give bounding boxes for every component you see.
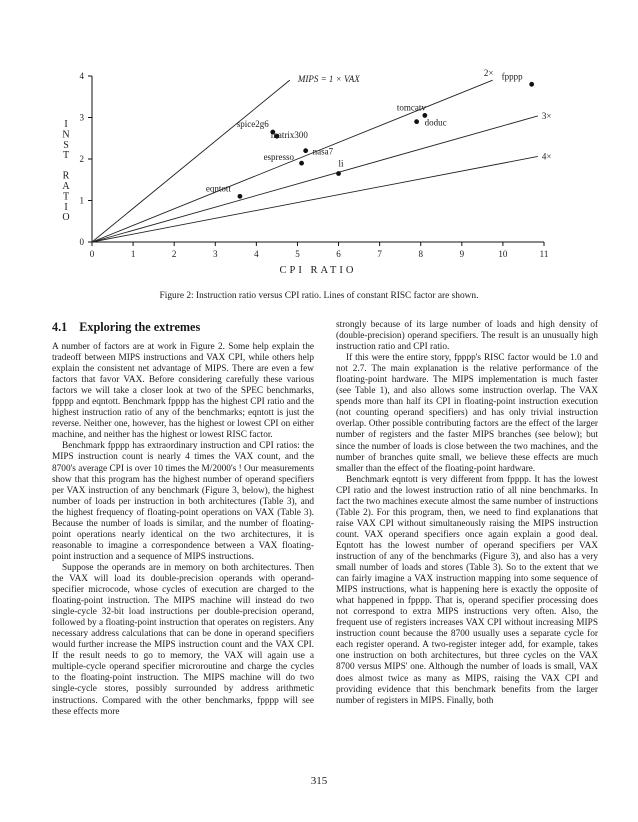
y-axis-title: I N S T R A T I O [62,119,70,224]
risc-factor-label: 3× [541,110,552,121]
section-title: Exploring the extremes [79,320,201,334]
paragraph: strongly because of its large number of loads and high density of (double-precision) operand specifiers. The result is an unusually high instruction ratio and CPI ratio. [336,320,598,353]
risc-factor-label: 2× [483,68,494,79]
data-label-spice2g6: spice2g6 [236,119,269,130]
figure-2-chart [0,0,638,290]
risc-factor-label: MIPS = 1 × VAX [297,74,360,85]
x-tick-label: 6 [336,249,341,259]
data-label-matrix300: matrix300 [270,130,308,141]
data-point-eqntott [238,194,243,199]
x-tick-label: 9 [459,249,465,259]
data-label-li: li [338,158,344,169]
paragraph: Suppose the operands are in memory on both architectures. Then the VAX will load its double-precision operands with operand-specifier microcode, whose cycles of execution are charged to the floating-point instruction. The MIPS machine will instead do two single-cycle 32-bit load instructions per double-precision operand, followed by a floating-point instruction that operates on registers. Any necessary address calculations that can be done in operand specifiers would further increase the MIPS instruction count and the VAX CPI. If the result needs to go to memory, the VAX will again use a multiple-cycle operand specifier microroutine and charge the cycles to the floating-point instruction. The MIPS machine will do two single-cycle stores, possibly surrounded by address arithmetic instructions. Compared with the other benchmarks, fpppp will see these effects more [52,562,314,717]
data-label-espresso: espresso [263,152,295,163]
page-number: 315 [310,775,328,787]
paragraph: Benchmark fpppp has extraordinary instruction and CPI ratios: the MIPS instruction count is nearly 4 times the VAX count, and the 8700's average CPI is over 10 times the M/2000's ! Our measurements show that this program has the highest number of operand specifiers per VAX instruction of any benchmark (Figure 3, below), the highest number of loads per instruction in both architectures (Table 3), and the highest frequency of floating-point operations on VAX (Table 3). Because the number of loads is similar, and the number of floating-point operations nearly identical on the two architectures, it is reasonable to imagine a correspondence between a VAX floating-point instruction and a sequence of MIPS instructions. [52,441,314,562]
paragraph: Benchmark eqntott is very different from fpppp. It has the lowest CPI ratio and the lowest instruction ratio of all nine benchmarks. In fact the two machines execute almost the same number of instructions (Table 2). For this program, then, we need to find explanations that raise VAX CPI without simultaneously raising the MIPS instruction count. VAX operand specifiers once again explain a good deal. Eqntott has the lowest number of operand specifiers per VAX instruction of any of the benchmarks (Figure 3), and also has a very small number of loads and stores (Table 3). So to the extent that we can fairly imagine a VAX instruction mapping into some sequence of MIPS instructions, what is happening here is exactly the opposite of what happened in fpppp. That is, operand specifier processing does not correspond to extra MIPS instructions very often. Also, the frequent use of registers increases VAX CPI without increasing MIPS instruction count because the 8700 usually uses a separate cycle for each register operand. A two-register integer add, for example, takes one instruction on both architectures, but three cycles on the VAX 8700 versus MIPS' one. Although the number of loads is small, VAX does almost twice as many as MIPS, raising the VAX CPI and providing evidence that this benchmark benefits from the larger number of registers in MIPS. Finally, both [336,474,598,706]
y-tick-label: 2 [79,154,84,164]
x-tick-label: 2 [171,249,177,259]
x-tick-label: 5 [295,249,300,259]
data-point-fpppp [529,82,534,87]
x-tick-label: 8 [418,249,423,259]
figure-caption: Figure 2: Instruction ratio versus CPI ratio. Lines of constant RISC factor are shown. [159,291,479,301]
data-label-eqntott: eqntott [205,183,231,194]
y-tick-label: 0 [79,237,84,247]
y-tick-label: 3 [79,112,84,123]
x-tick-label: 3 [213,249,218,259]
x-tick-label: 1 [130,249,136,259]
data-label-doduc: doduc [424,117,447,128]
y-tick-label: 4 [79,71,84,81]
data-point-nasa7 [303,148,308,153]
data-label-nasa7: nasa7 [312,146,334,157]
x-tick-label: 7 [377,249,382,259]
paragraph: A number of factors are at work in Figure 2. Some help explain the tradeoff between MIPS instructions and VAX CPI, while others help explain the consistent net advantage of MIPS. There are even a few factors that favor VAX. Before considering carefully these various factors we will take a closer look at two of the SPEC benchmarks, fpppp and eqntott. Benchmark fpppp has the highest CPI ratio and the highest instruction ratio of any of the benchmarks; eqntott is just the reverse. Neither one, however, has the highest or lowest CPI on either machine, and neither has the highest or lowest RISC factor. [52,342,314,441]
y-tick-label: 1 [79,195,84,206]
x-tick-label: 10 [498,249,508,259]
x-tick-label: 0 [89,249,95,259]
paragraph: If this were the entire story, fpppp's RISC factor would be 1.0 and not 2.7. The main explanation is the relative performance of the floating-point hardware. The MIPS implementation is much faster (see Table 1), and also allows some instruction overlap. The VAX spends more than half its CPI in floating-point instruction execution (not counting operand specifiers) and has only trivial instruction overlap. Other possible contributing factors are the effect of the larger number of registers and the faster MIPS branches (see below); but since the number of loads is close between the two machines, and the number of branches quite small, we believe these effects are much smaller than the effect of the floating-point hardware. [336,353,598,474]
data-point-espresso [299,161,304,166]
risc-factor-line [92,156,538,242]
x-tick-label: 4 [254,249,259,259]
right-column [336,320,598,707]
section-heading [52,320,314,334]
data-label-fpppp: fpppp [501,71,523,82]
data-point-li [336,171,341,176]
data-label-tomcatv: tomcatv [396,102,426,113]
left-column [52,320,314,718]
risc-factor-label: 4× [541,151,552,162]
data-point-doduc [414,119,419,124]
risc-factor-line [92,80,290,242]
risc-factor-line [92,116,538,242]
section-number: 4.1 [52,320,68,334]
x-tick-label: 11 [539,249,549,259]
x-axis-title: CPI RATIO [279,265,357,276]
